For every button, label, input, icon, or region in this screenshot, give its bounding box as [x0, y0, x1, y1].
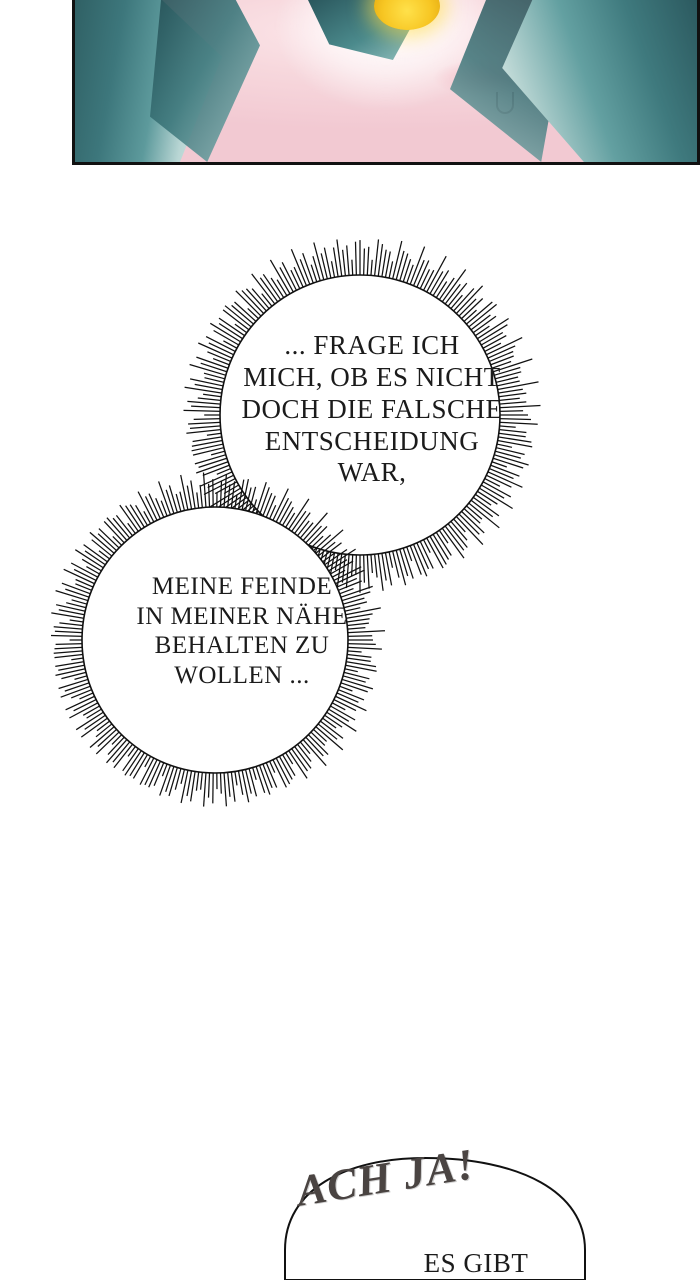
bottom-bubble-text: [366, 1248, 586, 1279]
text-line: ... FRAGE ICH: [222, 330, 522, 362]
shout-text: ACH JA!: [293, 1138, 478, 1216]
bottom-bubble-group: [0, 1130, 700, 1280]
thought-bubble-group: [0, 190, 700, 830]
text-line: MICH, OB ES NICHT: [222, 362, 522, 394]
thought-bubble-lower-text: [98, 572, 386, 690]
panel-border-left: [72, 0, 75, 162]
text-line: WAR,: [222, 457, 522, 489]
thought-bubble-upper-text: [222, 330, 522, 489]
thought-bubble-shapes: [0, 190, 700, 830]
text-line: ES GIBT: [424, 1248, 529, 1278]
text-line: BEHALTEN ZU: [98, 631, 386, 661]
comic-panel-top: [72, 0, 700, 165]
text-line: WOLLEN ...: [98, 661, 386, 691]
text-line: MEINE FEINDE: [98, 572, 386, 602]
text-line: DOCH DIE FALSCHE: [222, 394, 522, 426]
text-line: IN MEINER NÄHE: [98, 602, 386, 632]
text-line: ENTSCHEIDUNG: [222, 426, 522, 458]
